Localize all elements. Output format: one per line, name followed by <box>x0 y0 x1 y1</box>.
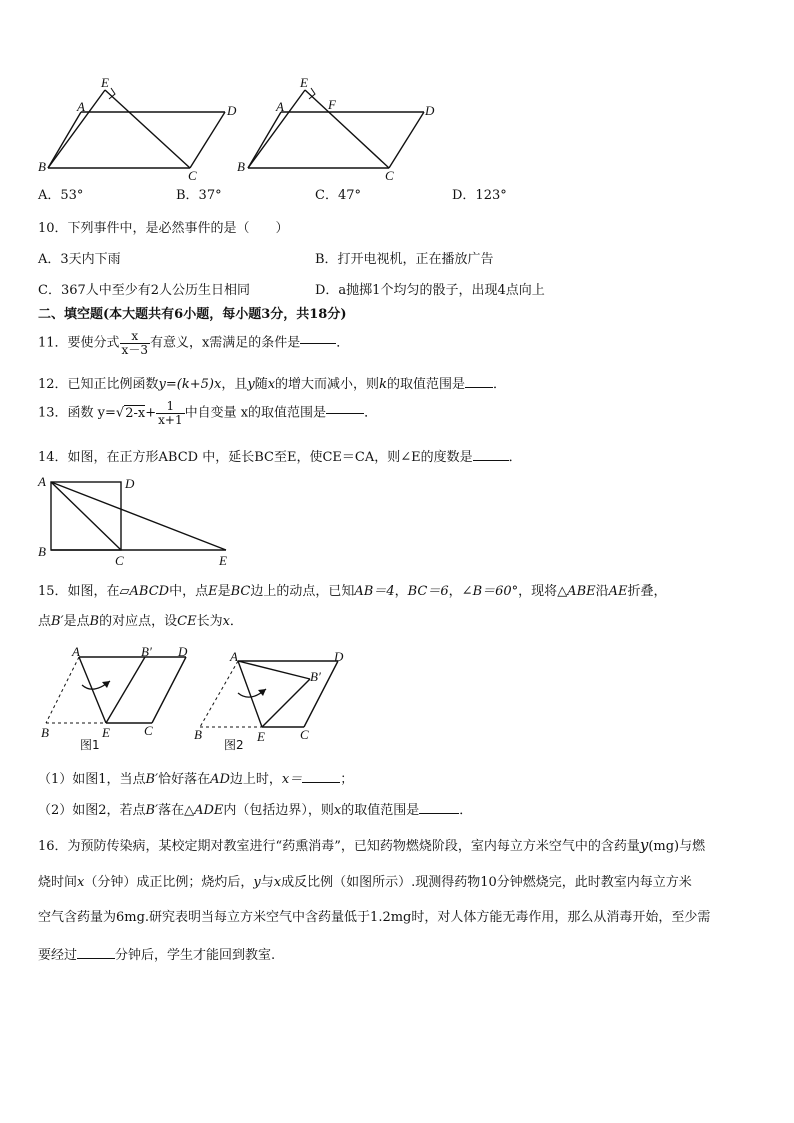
q15-text-4: 边上的动点，已知 <box>250 584 355 599</box>
q11-fraction <box>120 330 150 357</box>
q15-text-11: 长为 <box>196 614 223 629</box>
q9-fig2-label-A: A <box>276 99 284 114</box>
q16-line-4 <box>38 946 275 964</box>
q12-end: ． <box>492 377 506 392</box>
q15-figure-2 <box>190 647 360 759</box>
q12-pre: 12．已知正比例函数 <box>38 377 159 392</box>
q11-end: ． <box>336 335 350 351</box>
q15-part-1 <box>38 770 353 788</box>
question-11 <box>38 330 349 357</box>
q15-triangle-abe: △ABE <box>557 584 596 599</box>
q15-sub2-triangle-ade: △ADE <box>184 803 224 818</box>
q15-fig1-label-C: C <box>144 723 153 738</box>
q15-sub1-x: x＝ <box>281 772 303 787</box>
q9-option-a: A．53° <box>38 188 84 203</box>
q13-end: ． <box>364 405 378 421</box>
q15-text-6: 沿 <box>595 584 609 599</box>
q15-sub1-text-3: 边上时， <box>229 772 282 787</box>
q15-text-9: 是点 <box>63 614 90 629</box>
q11-pre: 11．要使分式 <box>38 335 120 351</box>
q15-sub1-text-1: （1）如图1，当点 <box>38 772 146 787</box>
q14-answer-blank[interactable] <box>473 448 509 461</box>
q15-fig1-label-B: B <box>41 725 49 740</box>
q15-text-8: 点 <box>38 614 52 629</box>
q15-point-e: E <box>208 584 218 599</box>
q15-fig1-label-Bprime: B′ <box>141 644 152 659</box>
q9-figure-2 <box>228 72 438 182</box>
q12-var-x: x <box>267 377 276 392</box>
q15-fig2-label-Bprime: B′ <box>310 669 321 684</box>
q16-var-x: x <box>77 875 85 890</box>
q15-sub1-answer-blank[interactable] <box>302 770 340 783</box>
q15-fig1-label-D: D <box>178 644 188 659</box>
q14-label-E: E <box>219 553 227 568</box>
q14-figure <box>30 470 240 570</box>
q15-sub1-text-2: 恰好落在 <box>158 772 211 787</box>
q15-segment-ce: CE <box>177 614 197 629</box>
q16-line-1 <box>38 837 705 855</box>
q14-text: 14．如图，在正方形ABCD 中，延长BC至E，使CE＝CA，则∠E的度数是 <box>38 450 473 465</box>
q15-parallelogram: ▱ABCD <box>119 584 170 599</box>
q13-answer-blank[interactable] <box>326 413 364 414</box>
q15-sub2-end: ． <box>459 803 473 818</box>
q15-point-b: B <box>89 614 100 629</box>
q15-fig2-caption: 图2 <box>224 738 244 752</box>
q15-fig1-label-E: E <box>102 725 110 740</box>
q9-figure-1 <box>30 72 240 182</box>
q13-radical: √2-x <box>115 405 146 421</box>
q15-fig2-label-C: C <box>300 727 309 742</box>
q15-ab-value: AB＝4 <box>354 584 395 599</box>
q11-answer-blank[interactable] <box>300 343 336 344</box>
q14-label-B: B <box>38 544 46 559</box>
q13-radicand: 2-x <box>125 405 146 421</box>
q9-fig1-label-D: D <box>227 103 237 118</box>
q13-pre: 13．函数 y= <box>38 405 116 421</box>
q16-var-y-2: y <box>253 875 261 890</box>
q9-fig1-label-A: A <box>77 99 85 114</box>
q14-label-A: A <box>38 474 46 489</box>
question-13 <box>38 400 377 427</box>
question-15-line-1 <box>38 584 667 600</box>
q15-sub2-bprime: B′ <box>145 803 159 818</box>
q12-var-y: y <box>247 377 255 392</box>
q9-option-c: C．47° <box>315 188 361 203</box>
q15-fig1-label-A: A <box>72 644 80 659</box>
q15-segment-bc: BC <box>230 584 251 599</box>
q15-sub2-text-4: 的取值范围是 <box>341 803 420 818</box>
q9-fig1-label-C: C <box>188 168 197 183</box>
q9-fig2-label-D: D <box>425 103 435 118</box>
q16-unit-mg: (mg) <box>648 839 680 854</box>
q13-numerator: 1 <box>156 400 184 414</box>
q15-text-5: ，现将 <box>518 584 558 599</box>
q16-text-3: 烧时间 <box>38 875 78 890</box>
q10-stem: 10．下列事件中，是必然事件的是（ ） <box>38 221 289 236</box>
q15-var-x: x <box>222 614 230 629</box>
q12-expression: y=(k+5)x <box>158 377 222 392</box>
q15-bc-value: BC＝6 <box>407 584 449 599</box>
q15-sub2-x: x <box>333 803 342 818</box>
q9-fig2-label-E: E <box>300 75 308 90</box>
q15-text-1: 15．如图，在 <box>38 584 120 599</box>
q12-answer-blank[interactable] <box>465 375 493 388</box>
q16-line-2 <box>38 875 692 891</box>
q15-segment-ae: AE <box>608 584 628 599</box>
q9-fig1-label-E: E <box>101 75 109 90</box>
q9-fig1-label-B: B <box>38 159 46 174</box>
q10-option-a: A．3天内下雨 <box>38 252 121 267</box>
q15-angle-b: ∠B＝60° <box>461 584 519 599</box>
q12-mid2: 随 <box>254 377 268 392</box>
q16-text-6: 成反比例（如图所示）.现测得药物10分钟燃烧完，此时教室内每立方米 <box>281 875 692 890</box>
q15-point-bprime: B′ <box>51 614 64 629</box>
q15-sub2-text-3: 内（包括边界），则 <box>223 803 334 818</box>
q15-text-12: ． <box>229 614 243 629</box>
q13-post: 中自变量 x的取值范围是 <box>184 405 327 421</box>
question-14 <box>38 448 522 466</box>
q13-denominator: x+1 <box>158 413 183 427</box>
q15-figure-1 <box>38 645 198 757</box>
section-heading: 二、填空题(本大题共有6小题，每小题3分，共18分) <box>38 307 347 322</box>
q16-text-8: 要经过 <box>38 948 78 963</box>
q16-answer-blank[interactable] <box>77 946 115 959</box>
q11-denominator: x－3 <box>121 343 148 357</box>
question-15-line-2 <box>38 614 243 630</box>
q15-fig2-label-E: E <box>257 729 265 744</box>
q16-text-7: 空气含药量为6mg.研究表明当每立方米空气中含药量低于1.2mg时，对人体方能无毒作用，那么从消毒开始，至少需 <box>38 910 711 925</box>
q16-var-x-2: x <box>273 875 282 890</box>
q16-text-1: 16．为预防传染病，某校定期对教室进行“药熏消毒”，已知药物燃烧阶段，室内每立方米空气中的含药量 <box>38 839 640 854</box>
q12-mid3: 的增大而减小，则 <box>275 377 380 392</box>
q16-text-2: 与燃 <box>679 839 706 854</box>
q10-option-b: B．打开电视机，正在播放广告 <box>315 252 494 267</box>
q11-post: 有意义，x需满足的条件是 <box>149 335 301 351</box>
q16-var-y: y <box>639 836 649 854</box>
q15-fig2-label-B: B <box>194 727 202 742</box>
question-12 <box>38 375 506 393</box>
q15-fig1-caption: 图1 <box>80 738 100 752</box>
q16-line-3 <box>38 910 710 926</box>
q15-sub2-text-1: （2）如图2，若点 <box>38 803 146 818</box>
q15-text-10: 的对应点，设 <box>99 614 178 629</box>
q13-fraction <box>156 400 184 427</box>
q15-comma-2: ， <box>448 584 462 599</box>
q9-fig2-label-C: C <box>385 168 394 183</box>
q16-text-5: 与 <box>260 875 274 890</box>
q15-text-3: 是 <box>217 584 231 599</box>
q13-plus: + <box>145 405 157 421</box>
q12-post: 的取值范围是 <box>386 377 465 392</box>
q9-option-d: D．123° <box>452 188 507 203</box>
q10-option-c: C．367人中至少有2人公历生日相同 <box>38 283 251 298</box>
q15-text-7: 折叠， <box>627 584 667 599</box>
q9-fig2-label-F: F <box>328 97 336 112</box>
q15-fig2-label-D: D <box>334 649 344 664</box>
q15-sub1-end: ； <box>340 772 354 787</box>
q15-sub2-text-2: 落在 <box>158 803 185 818</box>
q15-part-2 <box>38 801 472 819</box>
q15-sub1-ad: AD <box>210 772 230 787</box>
q14-label-C: C <box>115 553 124 568</box>
q14-end: ． <box>508 450 522 465</box>
q10-option-d: D．a抛掷1个均匀的骰子，出现4点向上 <box>315 283 545 298</box>
q16-text-4: （分钟）成正比例；烧灼后， <box>84 875 254 890</box>
q15-fig2-label-A: A <box>230 649 238 664</box>
q15-text-2: 中，点 <box>169 584 209 599</box>
q15-sub1-bprime: B′ <box>145 772 159 787</box>
q11-numerator: x <box>120 330 150 344</box>
q9-option-b: B．37° <box>176 188 222 203</box>
q12-var-k: k <box>379 377 387 392</box>
q15-comma-1: ， <box>394 584 408 599</box>
q9-fig2-label-B: B <box>237 159 245 174</box>
q16-text-9: 分钟后，学生才能回到教室. <box>115 948 276 963</box>
q14-label-D: D <box>125 476 135 491</box>
q15-sub2-answer-blank[interactable] <box>419 801 459 814</box>
q12-mid: ，且 <box>221 377 248 392</box>
